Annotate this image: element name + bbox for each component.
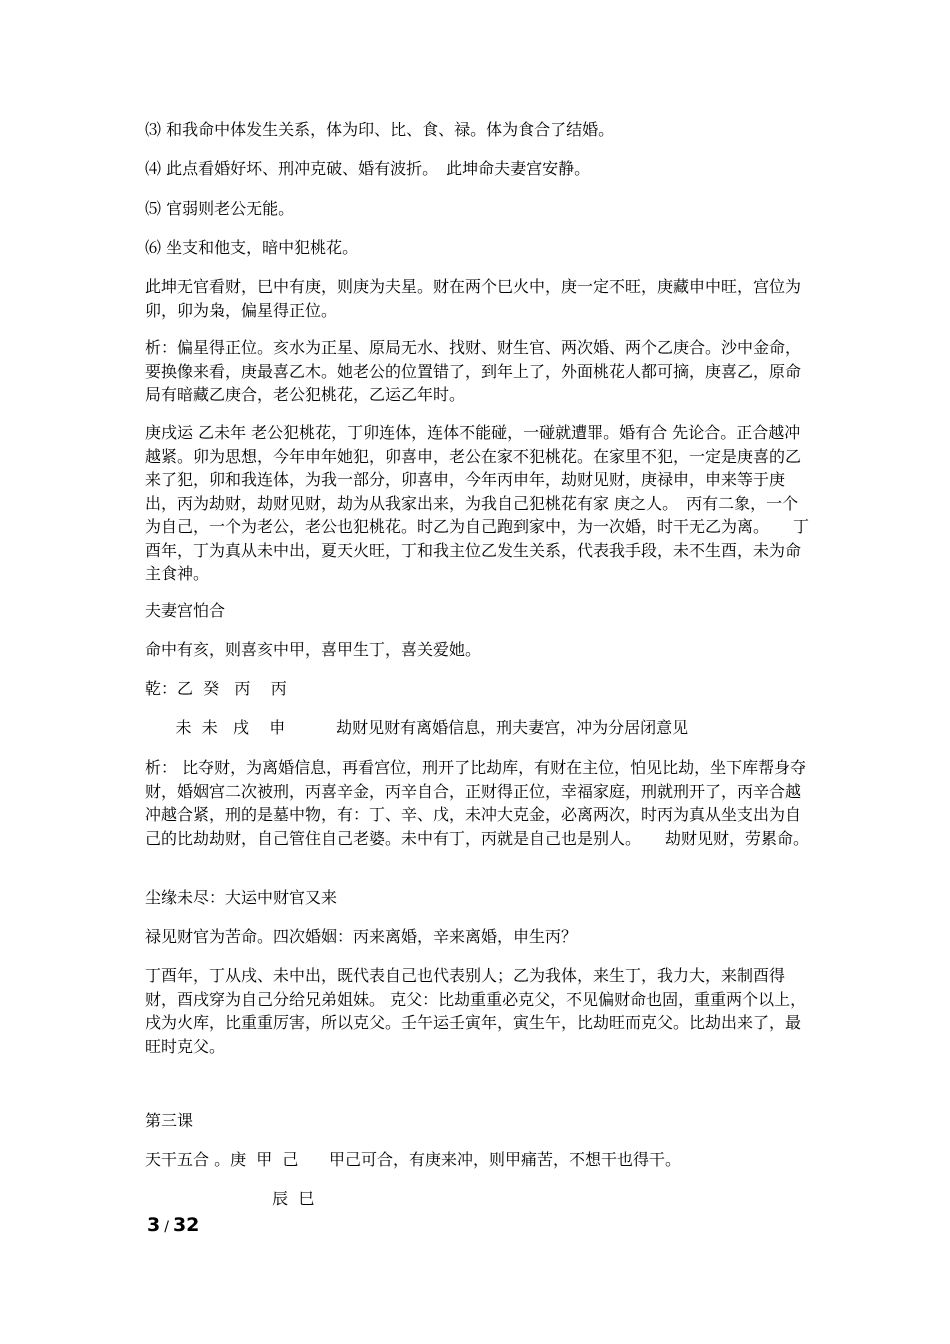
page-number-current: 3 (147, 1214, 161, 1236)
page-number-total: 32 (172, 1214, 200, 1236)
paragraph-5: 此坤无官看财，巳中有庚，则庚为夫星。财在两个巳火中，庚一定不旺，庚藏申中旺，宫位为卯，卯为枭，偏星得正位。 (145, 277, 802, 320)
paragraph-9: 析： 比夺财，为离婚信息，再看宫位，刑开了比劫库，有财在主位，怕见比劫，坐下库帮身夺财，婚姻宫二次被刑，丙喜辛金，丙辛自合，正财得正位，幸福家庭，刑就刑开了，丙辛合越冲越合紧，刑的是墓中物，有：丁、辛、戊，未冲大克金，必离两次，时丙为真从坐支出为自己的比劫劫财，自己管住自己老婆。未中有丁，丙就是自己也是别人。 劫财见财，劳累命。 (145, 758, 810, 848)
paragraph-12: 丁酉年，丁从戌、未中出，既代表自己也代表别人；乙为我体，来生丁，我力大，来制酉得财，酉戌穿为自己分给兄弟姐妹。 克父：比劫重重必克父，不见偏财命也固，重重两个以上，戌为火库，比重重厉害，所以克父。壬午运壬寅年，寅生午，比劫旺而克父。比劫出来了，最旺时克父。 (145, 966, 807, 1056)
page-number (147, 1214, 199, 1236)
paragraph-11: 禄见财官为苦命。四次婚姻：丙来离婚，辛来离婚，申生丙？ (145, 927, 578, 946)
chart-branches-line: 未 未 戌 申 劫财见财有离婚信息，刑夫妻宫，冲为分居闭意见 (145, 718, 689, 737)
paragraph-4: ⑹ 坐支和他支，暗中犯桃花。 (145, 238, 359, 257)
paragraph-7: 庚戌运 乙未年 老公犯桃花，丁卯连体，连体不能碰，一碰就遭罪。婚有合 先论合。正合越冲越紧。卯为思想，今年申年她犯，卯喜申，老公在家不犯桃花。在家里不犯，一定是庚喜的乙来了犯，卯和我连体，为我一部分，卯喜申，今年丙申年，劫财见财，庚禄申，申来等于庚出，丙为劫财，劫财见财，劫为从我家出来，为我自己犯桃花有家 庚之人。 丙有二象，一个为自己，一个为老公，老公也犯桃花。时乙为自己跑到家中，为一次婚，时干无乙为离。 丁酉年，丁为真从未中出，夏天火旺，丁和我主位乙发生关系，代表我手段，未不生酉，未为命主食神。 (145, 423, 810, 583)
paragraph-1: ⑶ 和我命中体发生关系，体为印、比、食、禄。体为食合了结婚。 (145, 120, 615, 139)
paragraph-10: 尘缘未尽：大运中财官又来 (145, 888, 338, 907)
paragraph-8: 命中有亥，则喜亥中甲，喜甲生丁，喜关爱她。 (145, 640, 482, 659)
paragraph-2: ⑷ 此点看婚好坏、刑冲克破、婚有波折。 此坤命夫妻宫安静。 (145, 159, 591, 178)
page-number-separator: / (164, 1219, 169, 1235)
paragraph-13: 天干五合 。庚 甲 己 甲己可合，有庚来冲，则甲痛苦，不想干也得干。 (145, 1150, 681, 1169)
lesson-heading: 第三课 (145, 1111, 194, 1130)
chart-stems-line: 乾：乙 癸 丙 丙 (145, 679, 287, 698)
paragraph-6: 析：偏星得正位。亥水为正星、原局无水、找财、财生官、两次婚、两个乙庚合。沙中金命，要换像来看，庚最喜乙木。她老公的位置错了，到年上了，外面桃花人都可摘，庚喜乙，原命局有暗藏乙庚合，老公犯桃花，乙运乙年时。 (145, 338, 802, 404)
paragraph-14: 辰 巳 (145, 1189, 315, 1208)
paragraph-3: ⑸ 官弱则老公无能。 (145, 199, 295, 218)
section-heading: 夫妻宫怕合 (145, 601, 226, 620)
